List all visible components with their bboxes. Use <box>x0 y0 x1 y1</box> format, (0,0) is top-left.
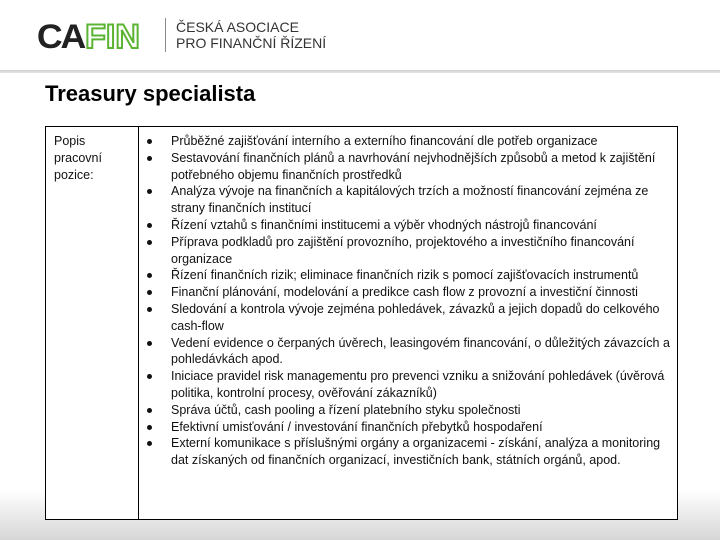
bullet-icon <box>147 290 152 295</box>
bullet-icon <box>147 139 152 144</box>
duty-text: Sledování a kontrola vývoje zejména pohledávek, závazků a jejich dopadů do celkového cash-flow <box>171 301 660 333</box>
bullet-icon <box>147 307 152 312</box>
duty-text: Externí komunikace s příslušnými orgány a organizacemi - získání, analýza a monitoring dat získaných od finančních organizací, investičních bank, státních orgánů, apod. <box>171 436 661 468</box>
duty-item <box>141 435 677 469</box>
org-name-line1: ČESKÁ ASOCIACE <box>176 19 299 35</box>
cafin-logo <box>38 20 140 54</box>
bullet-icon <box>147 374 152 379</box>
column-separator <box>138 127 139 519</box>
duty-text: Efektivní umisťování / investování finančních přebytků hospodaření <box>171 419 543 434</box>
duty-text: Řízení finančních rizik; eliminace finančních rizik s pomocí zajišťovacích instrumentů <box>171 268 639 283</box>
section-label: Popis pracovní pozice: <box>54 134 102 182</box>
bullet-icon <box>147 341 152 346</box>
duty-text: Správa účtů, cash pooling a řízení platebního styku společnosti <box>171 402 521 417</box>
duty-item <box>141 267 677 284</box>
bullet-icon <box>147 273 152 278</box>
duty-text: Vedení evidence o čerpaných úvěrech, leasingovém financování, o důležitých závazcích a pohledávkách apod. <box>171 335 670 367</box>
duty-item <box>141 133 677 150</box>
duty-text: Iniciace pravidel risk managementu pro prevenci vzniku a snižování pohledávek (úvěrová politika, kontrolní procesy, ověřování zákazníků) <box>171 369 665 400</box>
bullet-icon <box>147 223 152 228</box>
duty-item <box>141 150 677 184</box>
duty-text: Řízení vztahů s finančními institucemi a výběr vhodných nástrojů financování <box>171 217 597 232</box>
duties-list <box>141 133 677 469</box>
bullet-icon <box>147 189 152 194</box>
bullet-icon <box>147 425 152 430</box>
bullet-icon <box>147 408 152 413</box>
duty-text: Příprava podkladů pro zajištění provozního, projektového a investičního financování organizace <box>171 234 635 266</box>
org-name-line2: PRO FINANČNÍ ŘÍZENÍ <box>176 35 327 51</box>
logo-fin-text: FIN <box>85 18 140 56</box>
duty-item <box>141 402 677 419</box>
logo-ca-text: CA <box>36 18 85 56</box>
job-description-table <box>45 126 678 520</box>
organization-name <box>176 19 376 51</box>
bullet-icon <box>147 240 152 245</box>
bullet-icon <box>147 441 152 446</box>
bullet-icon <box>147 156 152 161</box>
duty-text: Finanční plánování, modelování a predikce cash flow z provozní a investiční činnosti <box>171 285 638 300</box>
duty-text: Analýza vývoje na finančních a kapitálových trzích a možností financování zejména ze strany finančních institucí <box>171 184 649 216</box>
duty-text: Průběžné zajišťování interního a externího financování dle potřeb organizace <box>171 134 598 148</box>
page-title: Treasury specialista <box>45 81 256 106</box>
duty-item <box>141 419 677 436</box>
duty-text: Sestavování finančních plánů a navrhování nejvhodnějších způsobů a metod k zajištění potřebného objemu finančních prostředků <box>171 150 656 182</box>
duty-item <box>141 368 677 402</box>
duty-item <box>141 217 677 234</box>
logo-divider <box>165 18 166 52</box>
duty-item <box>141 335 677 369</box>
duty-item <box>141 234 677 268</box>
duty-item <box>141 183 677 217</box>
header-divider <box>0 70 720 73</box>
duty-item <box>141 301 677 335</box>
duty-item <box>141 284 677 301</box>
header <box>0 0 720 72</box>
